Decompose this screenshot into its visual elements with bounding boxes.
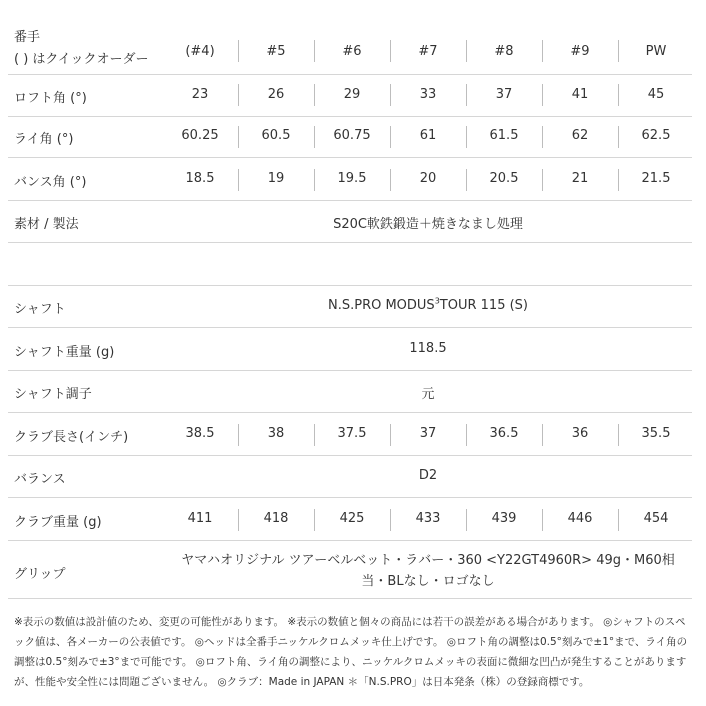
- material-value: S20C軟鉄鍛造＋焼きなまし処理: [333, 217, 523, 232]
- separator: [238, 84, 239, 106]
- col-header-6: #6: [342, 44, 362, 59]
- separator: [390, 424, 391, 446]
- grip-value-line2: 当・BLなし・ロゴなし: [361, 574, 495, 589]
- divider: [8, 242, 692, 243]
- club-weight-value: 418: [263, 511, 289, 526]
- separator: [238, 169, 239, 191]
- club-length-value: 36.5: [489, 426, 519, 441]
- separator: [314, 169, 315, 191]
- lie-value: 61.5: [489, 128, 519, 143]
- lie-label: ライ角 (°): [14, 132, 74, 147]
- col-header-8: #8: [494, 44, 514, 59]
- loft-label: ロフト角 (°): [14, 91, 87, 106]
- separator: [314, 40, 315, 62]
- shaft-flex-value: 元: [421, 387, 435, 402]
- bounce-value: 19: [267, 171, 285, 186]
- separator: [314, 126, 315, 148]
- club-length-value: 37.5: [337, 426, 367, 441]
- separator: [466, 126, 467, 148]
- club-length-value: 36: [571, 426, 589, 441]
- shaft-model: TOUR 115 (S): [439, 298, 528, 313]
- divider: [8, 455, 692, 456]
- club-weight-value: 411: [187, 511, 213, 526]
- club-length-label: クラブ長さ(インチ): [14, 430, 129, 445]
- separator: [466, 84, 467, 106]
- balance-label: バランス: [14, 472, 66, 487]
- separator: [542, 40, 543, 62]
- shaft-weight-value: 118.5: [409, 341, 447, 356]
- divider: [8, 598, 692, 599]
- number-label: 番手: [14, 30, 41, 45]
- club-weight-value: 425: [339, 511, 365, 526]
- shaft-label: シャフト: [14, 302, 66, 317]
- loft-value: 26: [267, 87, 285, 102]
- separator: [618, 126, 619, 148]
- separator: [314, 84, 315, 106]
- separator: [618, 509, 619, 531]
- club-length-value: 38: [267, 426, 285, 441]
- spec-footnote: ※表示の数値は設計値のため、変更の可能性があります。 ※表示の数値と個々の商品には若干の誤差がある場合があります。 ◎シャフトのスペック値は、各メーカーの公表値です。 ◎ヘッドは全番手ニッケルクロムメッキ仕上げです。 ◎ロフト角の調整は0.5°刻みで±1°まで、ライ角の調整は0.5°刻みで±3°まで可能です。 ◎ロフト角、ライ角の調整により、ニッケルクロムメッキの表面に微細な凹凸が発生することがありますが、性能や安全性には問題ございません。 ◎クラブ：Made in JAPAN ＊「N.S.PRO」は日本発条（株）の登録商標です。: [14, 616, 688, 688]
- loft-value: 37: [495, 87, 513, 102]
- divider: [8, 200, 692, 201]
- loft-value: 45: [647, 87, 665, 102]
- divider: [8, 370, 692, 371]
- loft-value: 33: [419, 87, 437, 102]
- divider: [8, 116, 692, 117]
- separator: [542, 84, 543, 106]
- club-weight-value: 446: [567, 511, 593, 526]
- quick-order-note: ( ) はクイックオーダー: [14, 52, 149, 67]
- club-weight-value: 454: [643, 511, 669, 526]
- shaft-superscript: 3: [434, 296, 440, 306]
- club-weight-value: 433: [415, 511, 441, 526]
- separator: [542, 509, 543, 531]
- separator: [238, 40, 239, 62]
- divider: [8, 327, 692, 328]
- separator: [618, 424, 619, 446]
- grip-value-line1: ヤマハオリジナル ツアーベルベット・ラバー・360 <Y22GT4960R> 49g・M60相: [181, 553, 675, 568]
- divider: [8, 157, 692, 158]
- shaft-value: [162, 298, 694, 313]
- divider: [8, 74, 692, 75]
- col-header-4: (#4): [185, 44, 215, 59]
- shaft-flex-label: シャフト調子: [14, 387, 92, 402]
- lie-value: 60.75: [333, 128, 371, 143]
- separator: [314, 424, 315, 446]
- bounce-value: 18.5: [185, 171, 215, 186]
- bounce-value: 20.5: [489, 171, 519, 186]
- shaft-weight-label: シャフト重量 (g): [14, 345, 115, 360]
- bounce-value: 21.5: [641, 171, 671, 186]
- lie-value: 60.25: [181, 128, 219, 143]
- separator: [390, 84, 391, 106]
- separator: [238, 126, 239, 148]
- divider: [8, 540, 692, 541]
- separator: [238, 424, 239, 446]
- separator: [466, 169, 467, 191]
- club-length-value: 37: [419, 426, 437, 441]
- divider: [8, 412, 692, 413]
- material-label: 素材 / 製法: [14, 217, 79, 232]
- bounce-value: 21: [571, 171, 589, 186]
- divider: [8, 285, 692, 286]
- separator: [390, 40, 391, 62]
- separator: [542, 169, 543, 191]
- separator: [314, 509, 315, 531]
- col-header-5: #5: [266, 44, 286, 59]
- separator: [542, 424, 543, 446]
- club-weight-value: 439: [491, 511, 517, 526]
- club-weight-label: クラブ重量 (g): [14, 515, 102, 530]
- bounce-label: バンス角 (°): [14, 175, 87, 190]
- lie-value: 62: [571, 128, 589, 143]
- loft-value: 29: [343, 87, 361, 102]
- lie-value: 62.5: [641, 128, 671, 143]
- loft-value: 23: [191, 87, 209, 102]
- lie-value: 60.5: [261, 128, 291, 143]
- separator: [466, 424, 467, 446]
- balance-value: D2: [418, 468, 438, 483]
- shaft-name: N.S.PRO MODUS: [327, 298, 435, 313]
- lie-value: 61: [419, 128, 437, 143]
- club-length-value: 38.5: [185, 426, 215, 441]
- loft-value: 41: [571, 87, 589, 102]
- bounce-value: 20: [419, 171, 437, 186]
- grip-label: グリップ: [14, 567, 66, 582]
- separator: [390, 169, 391, 191]
- separator: [618, 84, 619, 106]
- separator: [466, 40, 467, 62]
- divider: [8, 497, 692, 498]
- col-header-9: #9: [570, 44, 590, 59]
- col-header-pw: PW: [645, 44, 667, 59]
- separator: [618, 40, 619, 62]
- separator: [238, 509, 239, 531]
- separator: [390, 126, 391, 148]
- separator: [390, 509, 391, 531]
- separator: [542, 126, 543, 148]
- bounce-value: 19.5: [337, 171, 367, 186]
- separator: [466, 509, 467, 531]
- club-length-value: 35.5: [641, 426, 671, 441]
- col-header-7: #7: [418, 44, 438, 59]
- separator: [618, 169, 619, 191]
